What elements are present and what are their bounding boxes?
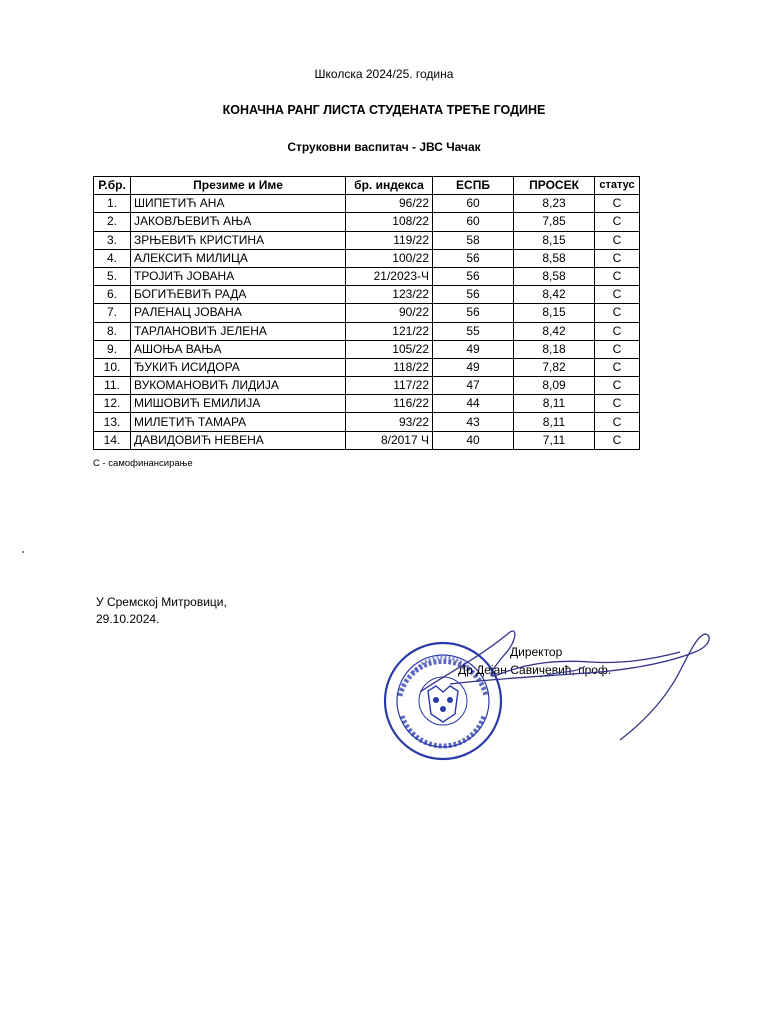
cell-status: С	[595, 195, 640, 213]
cell-name: ТАРЛАНОВИЋ ЈЕЛЕНА	[131, 322, 346, 340]
cell-index: 96/22	[346, 195, 433, 213]
cell-name: АЛЕКСИЋ МИЛИЦА	[131, 249, 346, 267]
director-name: Др Дејан Савичевић, проф.	[458, 663, 612, 677]
cell-name: МИШОВИЋ ЕМИЛИЈА	[131, 395, 346, 413]
cell-index: 90/22	[346, 304, 433, 322]
cell-average: 8,15	[514, 304, 595, 322]
table-row	[94, 213, 640, 231]
table-row	[94, 267, 640, 285]
table-row	[94, 340, 640, 358]
cell-average: 8,58	[514, 267, 595, 285]
cell-ects: 60	[433, 195, 514, 213]
cell-ects: 55	[433, 322, 514, 340]
cell-index: 116/22	[346, 395, 433, 413]
cell-index: 119/22	[346, 231, 433, 249]
status-legend: С - самофинансирање	[93, 458, 193, 469]
document-title: КОНАЧНА РАНГ ЛИСТА СТУДЕНАТА ТРЕЋЕ ГОДИНЕ	[222, 103, 546, 117]
cell-number: 13.	[94, 413, 131, 431]
cell-number: 7.	[94, 304, 131, 322]
cell-index: 118/22	[346, 358, 433, 376]
school-year: Школска 2024/25. година	[314, 67, 454, 81]
col-header-number: Р.бр.	[94, 177, 131, 195]
cell-number: 6.	[94, 286, 131, 304]
ranking-table	[93, 176, 640, 450]
cell-average: 8,11	[514, 413, 595, 431]
cell-ects: 49	[433, 358, 514, 376]
cell-name: БОГИЋЕВИЋ РАДА	[131, 286, 346, 304]
cell-ects: 47	[433, 377, 514, 395]
cell-status: С	[595, 286, 640, 304]
program-title: Струковни васпитач - ЈВС Чачак	[287, 140, 481, 154]
cell-ects: 40	[433, 431, 514, 449]
cell-number: 4.	[94, 249, 131, 267]
cell-ects: 49	[433, 340, 514, 358]
cell-number: 14.	[94, 431, 131, 449]
cell-index: 108/22	[346, 213, 433, 231]
cell-status: С	[595, 377, 640, 395]
cell-average: 7,11	[514, 431, 595, 449]
cell-average: 8,15	[514, 231, 595, 249]
cell-number: 2.	[94, 213, 131, 231]
cell-number: 1.	[94, 195, 131, 213]
cell-average: 8,18	[514, 340, 595, 358]
cell-name: РАЛЕНАЦ ЈОВАНА	[131, 304, 346, 322]
cell-ects: 43	[433, 413, 514, 431]
cell-status: С	[595, 322, 640, 340]
cell-number: 9.	[94, 340, 131, 358]
cell-average: 8,58	[514, 249, 595, 267]
cell-number: 10.	[94, 358, 131, 376]
col-header-ects: ЕСПБ	[433, 177, 514, 195]
table-row	[94, 304, 640, 322]
cell-index: 93/22	[346, 413, 433, 431]
table-row	[94, 231, 640, 249]
cell-status: С	[595, 358, 640, 376]
cell-number: 12.	[94, 395, 131, 413]
cell-ects: 56	[433, 249, 514, 267]
cell-average: 8,23	[514, 195, 595, 213]
handwritten-signature-icon	[390, 622, 720, 742]
cell-status: С	[595, 267, 640, 285]
cell-index: 105/22	[346, 340, 433, 358]
cell-average: 8,09	[514, 377, 595, 395]
signing-date: 29.10.2024.	[96, 612, 160, 626]
director-label: Директор	[510, 645, 563, 659]
cell-average: 8,42	[514, 322, 595, 340]
table-row	[94, 395, 640, 413]
table-row	[94, 286, 640, 304]
cell-name: ДАВИДОВИЋ НЕВЕНА	[131, 431, 346, 449]
table-row	[94, 431, 640, 449]
cell-name: ВУКОМАНОВИЋ ЛИДИЈА	[131, 377, 346, 395]
cell-number: 3.	[94, 231, 131, 249]
cell-ects: 44	[433, 395, 514, 413]
cell-index: 100/22	[346, 249, 433, 267]
table-row	[94, 358, 640, 376]
cell-name: ЈАКОВЉЕВИЋ АЊА	[131, 213, 346, 231]
cell-status: С	[595, 249, 640, 267]
table-row	[94, 322, 640, 340]
cell-name: МИЛЕТИЋ ТАМАРА	[131, 413, 346, 431]
cell-index: 123/22	[346, 286, 433, 304]
cell-average: 7,82	[514, 358, 595, 376]
cell-status: С	[595, 304, 640, 322]
cell-ects: 56	[433, 304, 514, 322]
cell-status: С	[595, 231, 640, 249]
table-row	[94, 377, 640, 395]
col-header-index: бр. индекса	[346, 177, 433, 195]
cell-number: 8.	[94, 322, 131, 340]
cell-status: С	[595, 413, 640, 431]
cell-average: 8,42	[514, 286, 595, 304]
cell-name: АШОЊА ВАЊА	[131, 340, 346, 358]
table-header-row	[94, 177, 640, 195]
cell-ects: 56	[433, 286, 514, 304]
col-header-status: статус	[595, 177, 640, 195]
cell-number: 11.	[94, 377, 131, 395]
cell-average: 7,85	[514, 213, 595, 231]
cell-index: 121/22	[346, 322, 433, 340]
table-row	[94, 249, 640, 267]
cell-name: ШИПЕТИЋ АНА	[131, 195, 346, 213]
cell-ects: 56	[433, 267, 514, 285]
cell-status: С	[595, 395, 640, 413]
col-header-average: ПРОСЕК	[514, 177, 595, 195]
cell-index: 8/2017 Ч	[346, 431, 433, 449]
cell-index: 21/2023-Ч	[346, 267, 433, 285]
cell-status: С	[595, 213, 640, 231]
signing-place: У Сремској Митровици,	[96, 595, 227, 609]
cell-name: ТРОЈИЋ ЈОВАНА	[131, 267, 346, 285]
cell-number: 5.	[94, 267, 131, 285]
table-row	[94, 413, 640, 431]
cell-name: ЂУКИЋ ИСИДОРА	[131, 358, 346, 376]
cell-status: С	[595, 431, 640, 449]
table-row	[94, 195, 640, 213]
cell-ects: 60	[433, 213, 514, 231]
scan-dot	[22, 551, 24, 553]
cell-average: 8,11	[514, 395, 595, 413]
cell-index: 117/22	[346, 377, 433, 395]
cell-name: ЗРЊЕВИЋ КРИСТИНА	[131, 231, 346, 249]
col-header-name: Презиме и Име	[131, 177, 346, 195]
cell-status: С	[595, 340, 640, 358]
cell-ects: 58	[433, 231, 514, 249]
